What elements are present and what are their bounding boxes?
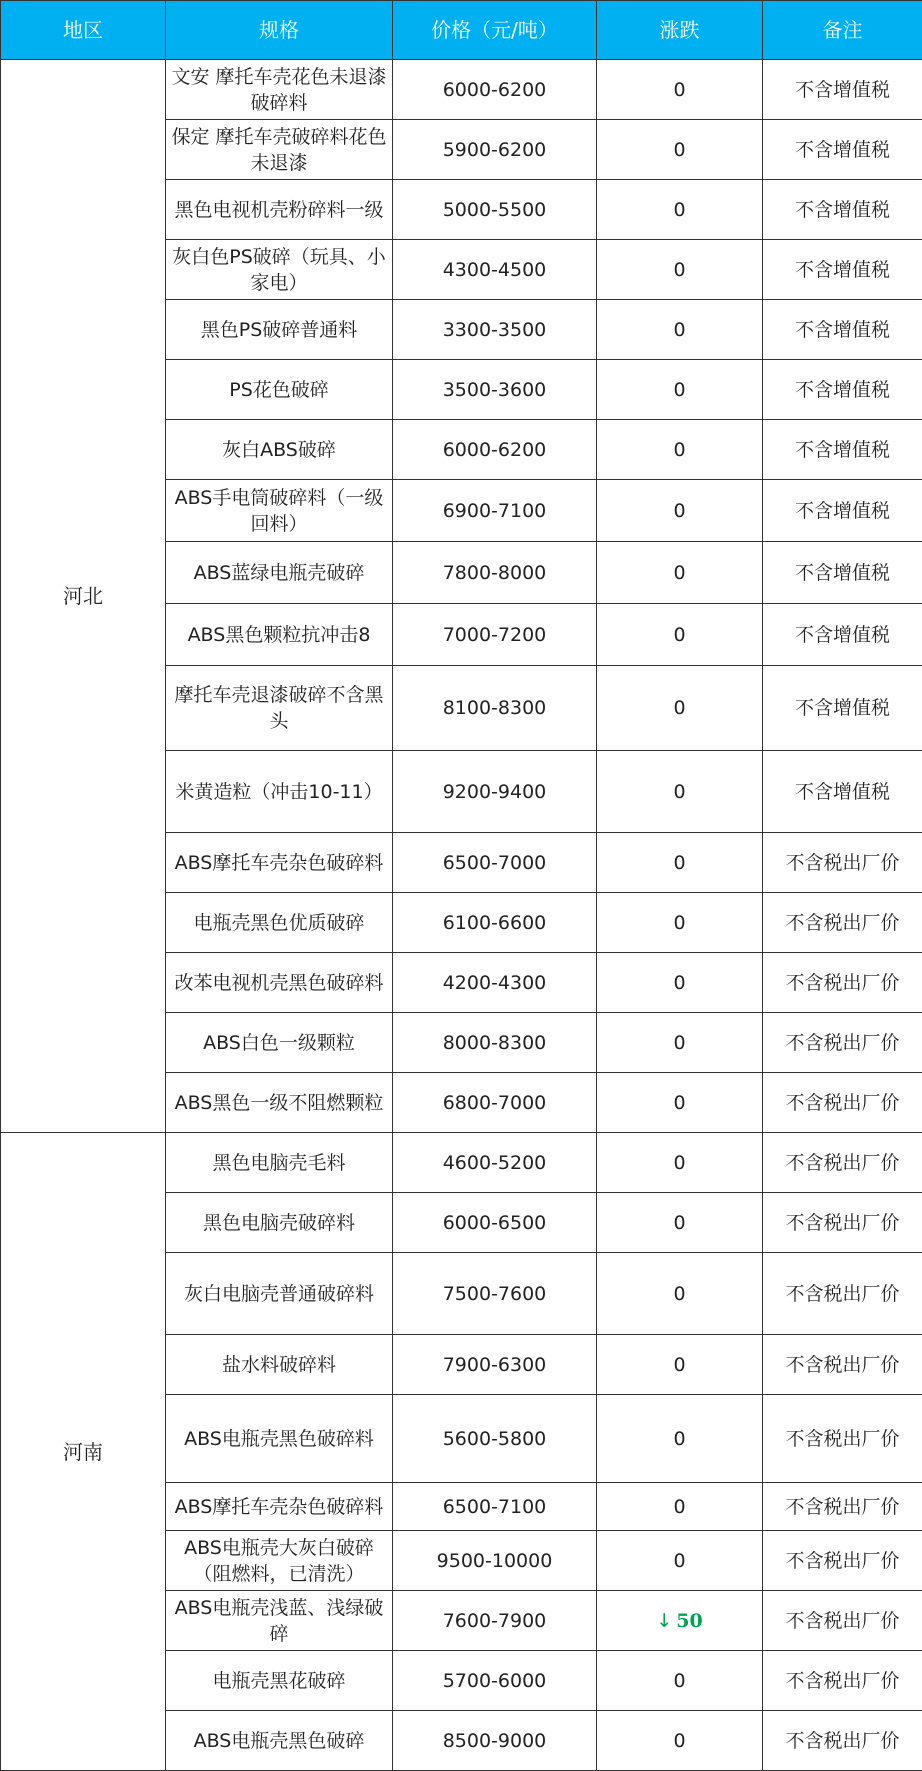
spec-cell: 灰白ABS破碎 (166, 420, 393, 480)
spec-cell: ABS电瓶壳大灰白破碎（阻燃料，已清洗） (166, 1531, 393, 1591)
price-cell: 7000-7200 (393, 604, 597, 666)
note-cell: 不含增值税 (763, 300, 922, 360)
spec-cell: 电瓶壳黑花破碎 (166, 1651, 393, 1711)
price-cell: 4300-4500 (393, 240, 597, 300)
spec-cell: 黑色电脑壳毛料 (166, 1133, 393, 1193)
table-header (1, 1, 922, 60)
change-cell: 0 (597, 1193, 763, 1253)
note-cell: 不含税出厂价 (763, 1531, 922, 1591)
spec-cell: 米黄造粒（冲击10-11） (166, 751, 393, 833)
note-cell: 不含增值税 (763, 240, 922, 300)
note-cell: 不含增值税 (763, 360, 922, 420)
note-cell: 不含税出厂价 (763, 1133, 922, 1193)
price-cell: 6500-7100 (393, 1483, 597, 1531)
spec-cell: ABS白色一级颗粒 (166, 1013, 393, 1073)
price-cell: 8100-8300 (393, 666, 597, 751)
change-cell: 0 (597, 120, 763, 180)
change-cell: 0 (597, 751, 763, 833)
price-cell: 7500-7600 (393, 1253, 597, 1335)
change-cell: 0 (597, 1133, 763, 1193)
change-cell: 0 (597, 1013, 763, 1073)
note-cell: 不含增值税 (763, 420, 922, 480)
change-cell: 0 (597, 666, 763, 751)
change-cell: 0 (597, 604, 763, 666)
change-cell: 0 (597, 360, 763, 420)
note-cell: 不含税出厂价 (763, 1335, 922, 1395)
spec-cell: ABS蓝绿电瓶壳破碎 (166, 542, 393, 604)
change-cell: 0 (597, 1395, 763, 1483)
spec-cell: 盐水料破碎料 (166, 1335, 393, 1395)
price-cell: 8500-9000 (393, 1711, 597, 1771)
spec-cell: 黑色电视机壳粉碎料一级 (166, 180, 393, 240)
spec-cell: ABS电瓶壳黑色破碎 (166, 1711, 393, 1771)
note-cell: 不含增值税 (763, 180, 922, 240)
change-cell: 0 (597, 893, 763, 953)
change-cell: 0 (597, 1711, 763, 1771)
price-cell: 4600-5200 (393, 1133, 597, 1193)
note-cell: 不含增值税 (763, 480, 922, 542)
price-cell: 6000-6200 (393, 420, 597, 480)
note-cell: 不含税出厂价 (763, 1253, 922, 1335)
note-cell: 不含税出厂价 (763, 1651, 922, 1711)
price-cell: 5600-5800 (393, 1395, 597, 1483)
price-cell: 7900-6300 (393, 1335, 597, 1395)
table-row (1, 60, 922, 120)
header-region: 地区 (1, 1, 166, 60)
note-cell: 不含增值税 (763, 120, 922, 180)
price-cell: 7600-7900 (393, 1591, 597, 1651)
spec-cell: ABS黑色一级不阻燃颗粒 (166, 1073, 393, 1133)
spec-cell: ABS电瓶壳浅蓝、浅绿破碎 (166, 1591, 393, 1651)
change-cell: 0 (597, 953, 763, 1013)
spec-cell: 摩托车壳退漆破碎不含黑头 (166, 666, 393, 751)
header-row (1, 1, 922, 60)
price-cell: 9200-9400 (393, 751, 597, 833)
spec-cell: PS花色破碎 (166, 360, 393, 420)
header-spec: 规格 (166, 1, 393, 60)
price-cell: 6000-6500 (393, 1193, 597, 1253)
change-cell: 0 (597, 833, 763, 893)
change-cell: 0 (597, 542, 763, 604)
spec-cell: 黑色电脑壳破碎料 (166, 1193, 393, 1253)
spec-cell: ABS手电筒破碎料（一级回料） (166, 480, 393, 542)
change-cell: 0 (597, 180, 763, 240)
region-cell-hebei: 河北 (1, 60, 166, 1133)
change-cell: 0 (597, 1253, 763, 1335)
spec-cell: 保定 摩托车壳破碎料花色未退漆 (166, 120, 393, 180)
price-cell: 6000-6200 (393, 60, 597, 120)
price-cell: 3300-3500 (393, 300, 597, 360)
change-cell: 0 (597, 300, 763, 360)
change-cell-down (597, 1591, 763, 1651)
spec-cell: 文安 摩托车壳花色未退漆破碎料 (166, 60, 393, 120)
spec-cell: ABS摩托车壳杂色破碎料 (166, 833, 393, 893)
price-cell: 4200-4300 (393, 953, 597, 1013)
region-cell-henan: 河南 (1, 1133, 166, 1771)
price-cell: 7800-8000 (393, 542, 597, 604)
price-cell: 6800-7000 (393, 1073, 597, 1133)
change-cell: 0 (597, 1531, 763, 1591)
price-cell: 8000-8300 (393, 1013, 597, 1073)
change-cell: 0 (597, 240, 763, 300)
note-cell: 不含增值税 (763, 604, 922, 666)
spec-cell: ABS黑色颗粒抗冲击8 (166, 604, 393, 666)
price-cell: 9500-10000 (393, 1531, 597, 1591)
change-cell: 0 (597, 60, 763, 120)
down-arrow-icon: ↓ (656, 1609, 673, 1632)
table-body (1, 60, 922, 1771)
note-cell: 不含税出厂价 (763, 953, 922, 1013)
change-cell: 0 (597, 1073, 763, 1133)
table-row (1, 1133, 922, 1193)
note-cell: 不含增值税 (763, 751, 922, 833)
price-cell: 6500-7000 (393, 833, 597, 893)
spec-cell: 改苯电视机壳黑色破碎料 (166, 953, 393, 1013)
price-cell: 3500-3600 (393, 360, 597, 420)
spec-cell: 电瓶壳黑色优质破碎 (166, 893, 393, 953)
price-cell: 5000-5500 (393, 180, 597, 240)
note-cell: 不含税出厂价 (763, 1193, 922, 1253)
header-price: 价格（元/吨） (393, 1, 597, 60)
header-note: 备注 (763, 1, 922, 60)
note-cell: 不含税出厂价 (763, 1591, 922, 1651)
note-cell: 不含税出厂价 (763, 1711, 922, 1771)
note-cell: 不含税出厂价 (763, 1483, 922, 1531)
header-change: 涨跌 (597, 1, 763, 60)
note-cell: 不含增值税 (763, 60, 922, 120)
note-cell: 不含税出厂价 (763, 1073, 922, 1133)
spec-cell: 灰白电脑壳普通破碎料 (166, 1253, 393, 1335)
price-cell: 5900-6200 (393, 120, 597, 180)
change-cell: 0 (597, 420, 763, 480)
spec-cell: ABS电瓶壳黑色破碎料 (166, 1395, 393, 1483)
note-cell: 不含税出厂价 (763, 893, 922, 953)
price-cell: 5700-6000 (393, 1651, 597, 1711)
note-cell: 不含增值税 (763, 666, 922, 751)
price-cell: 6900-7100 (393, 480, 597, 542)
note-cell: 不含税出厂价 (763, 1013, 922, 1073)
note-cell: 不含增值税 (763, 542, 922, 604)
spec-cell: 灰白色PS破碎（玩具、小家电） (166, 240, 393, 300)
change-cell: 0 (597, 1651, 763, 1711)
note-cell: 不含税出厂价 (763, 1395, 922, 1483)
change-cell: 0 (597, 1483, 763, 1531)
spec-cell: 黑色PS破碎普通料 (166, 300, 393, 360)
note-cell: 不含税出厂价 (763, 833, 922, 893)
spec-cell: ABS摩托车壳杂色破碎料 (166, 1483, 393, 1531)
change-cell: 0 (597, 1335, 763, 1395)
change-cell: 0 (597, 480, 763, 542)
change-value: 50 (676, 1609, 703, 1632)
price-cell: 6100-6600 (393, 893, 597, 953)
